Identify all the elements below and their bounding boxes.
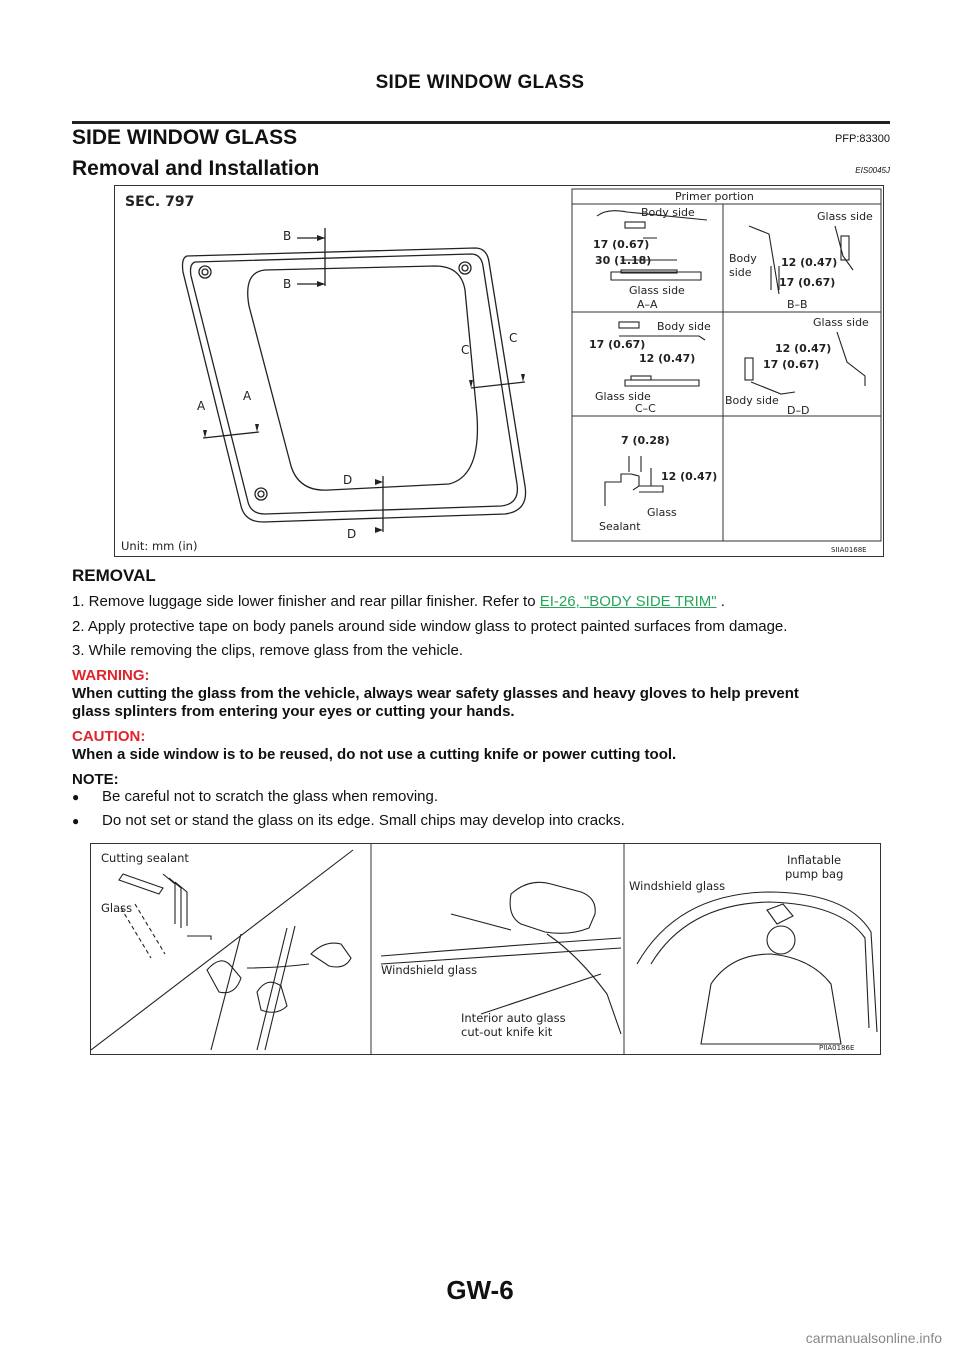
section-mark-d: D [343, 473, 353, 487]
ee-dim2: 12 (0.47) [661, 470, 718, 483]
step-3: 3. While removing the clips, remove glass from the vehicle. [72, 642, 463, 659]
bb-dim2: 17 (0.67) [779, 276, 836, 289]
interior-kit-line-1: Interior auto glass [461, 1011, 566, 1025]
ee-glass: Glass [647, 506, 677, 519]
windshield-glass-label-right: Windshield glass [629, 879, 726, 893]
ee-sealant: Sealant [599, 520, 641, 533]
ee-dim1: 7 (0.28) [621, 434, 670, 447]
bullet-glyph: ● [72, 790, 80, 804]
sec-number: SEC. 797 [125, 194, 195, 210]
warning-line-1: When cutting the glass from the vehicle, always wear safety glasses and heavy gloves to help prevent [72, 685, 799, 702]
interior-kit-line-2: cut-out knife kit [461, 1025, 553, 1039]
cc-body-side: Body side [657, 320, 711, 333]
step-2: 2. Apply protective tape on body panels around side window glass to protect painted surfaces from damage. [72, 618, 788, 635]
cc-dim2: 12 (0.47) [639, 352, 696, 365]
step-1 [72, 592, 892, 611]
section-code: EIS0045J [855, 166, 890, 175]
caution-text: When a side window is to be reused, do not use a cutting knife or power cutting tool. [72, 746, 677, 763]
step-1-suffix: . [716, 593, 725, 610]
header-rule [72, 121, 890, 124]
watermark: carmanualsonline.info [805, 1330, 942, 1346]
section-mark-c: C [461, 343, 470, 357]
section-mark-d: D [347, 527, 357, 541]
dd-glass-side: Glass side [813, 316, 869, 329]
primer-portion-label: Primer portion [675, 190, 754, 203]
aa-label: A–A [637, 298, 658, 311]
removal-heading: REMOVAL [72, 566, 156, 585]
glass-removal-figure [90, 843, 881, 1055]
dd-dim2: 17 (0.67) [763, 358, 820, 371]
figure-2-id: PIIA0186E [819, 1044, 855, 1052]
aa-body-side: Body side [641, 206, 695, 219]
inflatable-line-1: Inflatable [787, 853, 842, 867]
dd-label: D–D [787, 404, 810, 417]
caution-label: CAUTION: [72, 728, 146, 745]
running-header-title: SIDE WINDOW GLASS [375, 72, 585, 93]
bb-label: B–B [787, 298, 808, 311]
note-label: NOTE: [72, 771, 119, 788]
section-mark-a: A [197, 399, 206, 413]
note-bullet-2-text: Do not set or stand the glass on its edge. Small chips may develop into cracks. [102, 812, 625, 829]
unit-label: Unit: mm (in) [121, 539, 198, 553]
inflatable-line-2: pump bag [785, 867, 844, 881]
warning-label: WARNING: [72, 667, 150, 684]
section-mark-b: B [283, 277, 292, 291]
body-side-trim-link[interactable]: EI-26, "BODY SIDE TRIM" [539, 593, 717, 610]
aa-dim2: 30 (1.18) [595, 254, 652, 267]
section-mark-c: C [509, 331, 518, 345]
note-bullet-2 [72, 812, 625, 829]
dd-body-side: Body side [725, 394, 779, 407]
cc-dim1: 17 (0.67) [589, 338, 646, 351]
glass-label: Glass [101, 901, 133, 915]
note-bullet-1-text: Be careful not to scratch the glass when removing. [102, 788, 439, 805]
cc-label: C–C [635, 402, 656, 415]
page-number: GW-6 [446, 1275, 514, 1305]
bullet-glyph: ● [72, 814, 80, 828]
windshield-glass-label-mid: Windshield glass [381, 963, 478, 977]
bb-body-line1: Body [729, 252, 757, 265]
aa-glass-side: Glass side [629, 284, 685, 297]
bb-dim1: 12 (0.47) [781, 256, 838, 269]
figure-id: SIIA0168E [831, 546, 867, 554]
step-1-text: 1. Remove luggage side lower finisher and rear pillar finisher. Refer to [72, 593, 540, 610]
warning-line-2: glass splinters from entering your eyes or cutting your hands. [72, 703, 515, 720]
cutting-sealant-label: Cutting sealant [101, 851, 189, 865]
part-number: PFP:83300 [834, 133, 890, 145]
bb-body-line2: side [729, 266, 752, 279]
subsection-title: Removal and Installation [72, 157, 320, 180]
side-window-figure [114, 185, 884, 557]
cc-glass-side: Glass side [595, 390, 651, 403]
section-mark-b: B [283, 229, 292, 243]
note-bullet-1 [72, 788, 438, 805]
dd-dim1: 12 (0.47) [775, 342, 832, 355]
bb-glass-side: Glass side [817, 210, 873, 223]
section-title: SIDE WINDOW GLASS [72, 126, 298, 149]
aa-dim1: 17 (0.67) [593, 238, 650, 251]
section-mark-a: A [243, 389, 252, 403]
